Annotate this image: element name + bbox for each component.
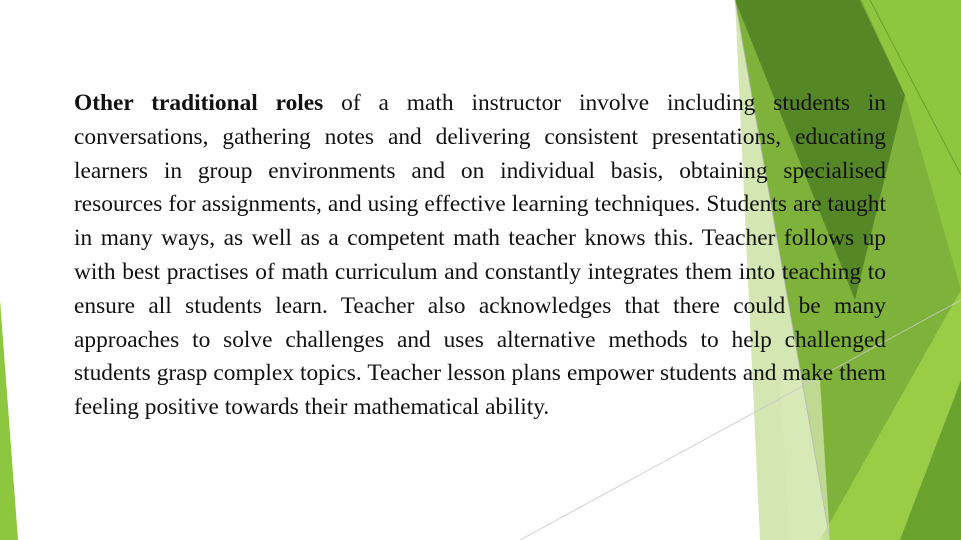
lead-phrase: Other traditional roles [74,90,324,116]
paragraph-body: of a math instructor involve including students in conversations, gathering notes and delivering consistent presentations, educating learners in group environments and on individual basis, obtaining specialised resources for assignments, and using effective learning techniques. Students are taught in many ways, as well as a competent math teacher knows this. Teacher follows up with best practises of math curriculum and constantly integrates them into teaching to ensure all students learn. Teacher also acknowledges that there could be many approaches to solve challenges and uses alternative methods to help challenged students grasp complex topics. Teacher lesson plans empower students and make them feeling positive towards their mathematical ability. [74,90,886,421]
body-paragraph [74,87,886,425]
left-edge-facet [0,300,18,540]
